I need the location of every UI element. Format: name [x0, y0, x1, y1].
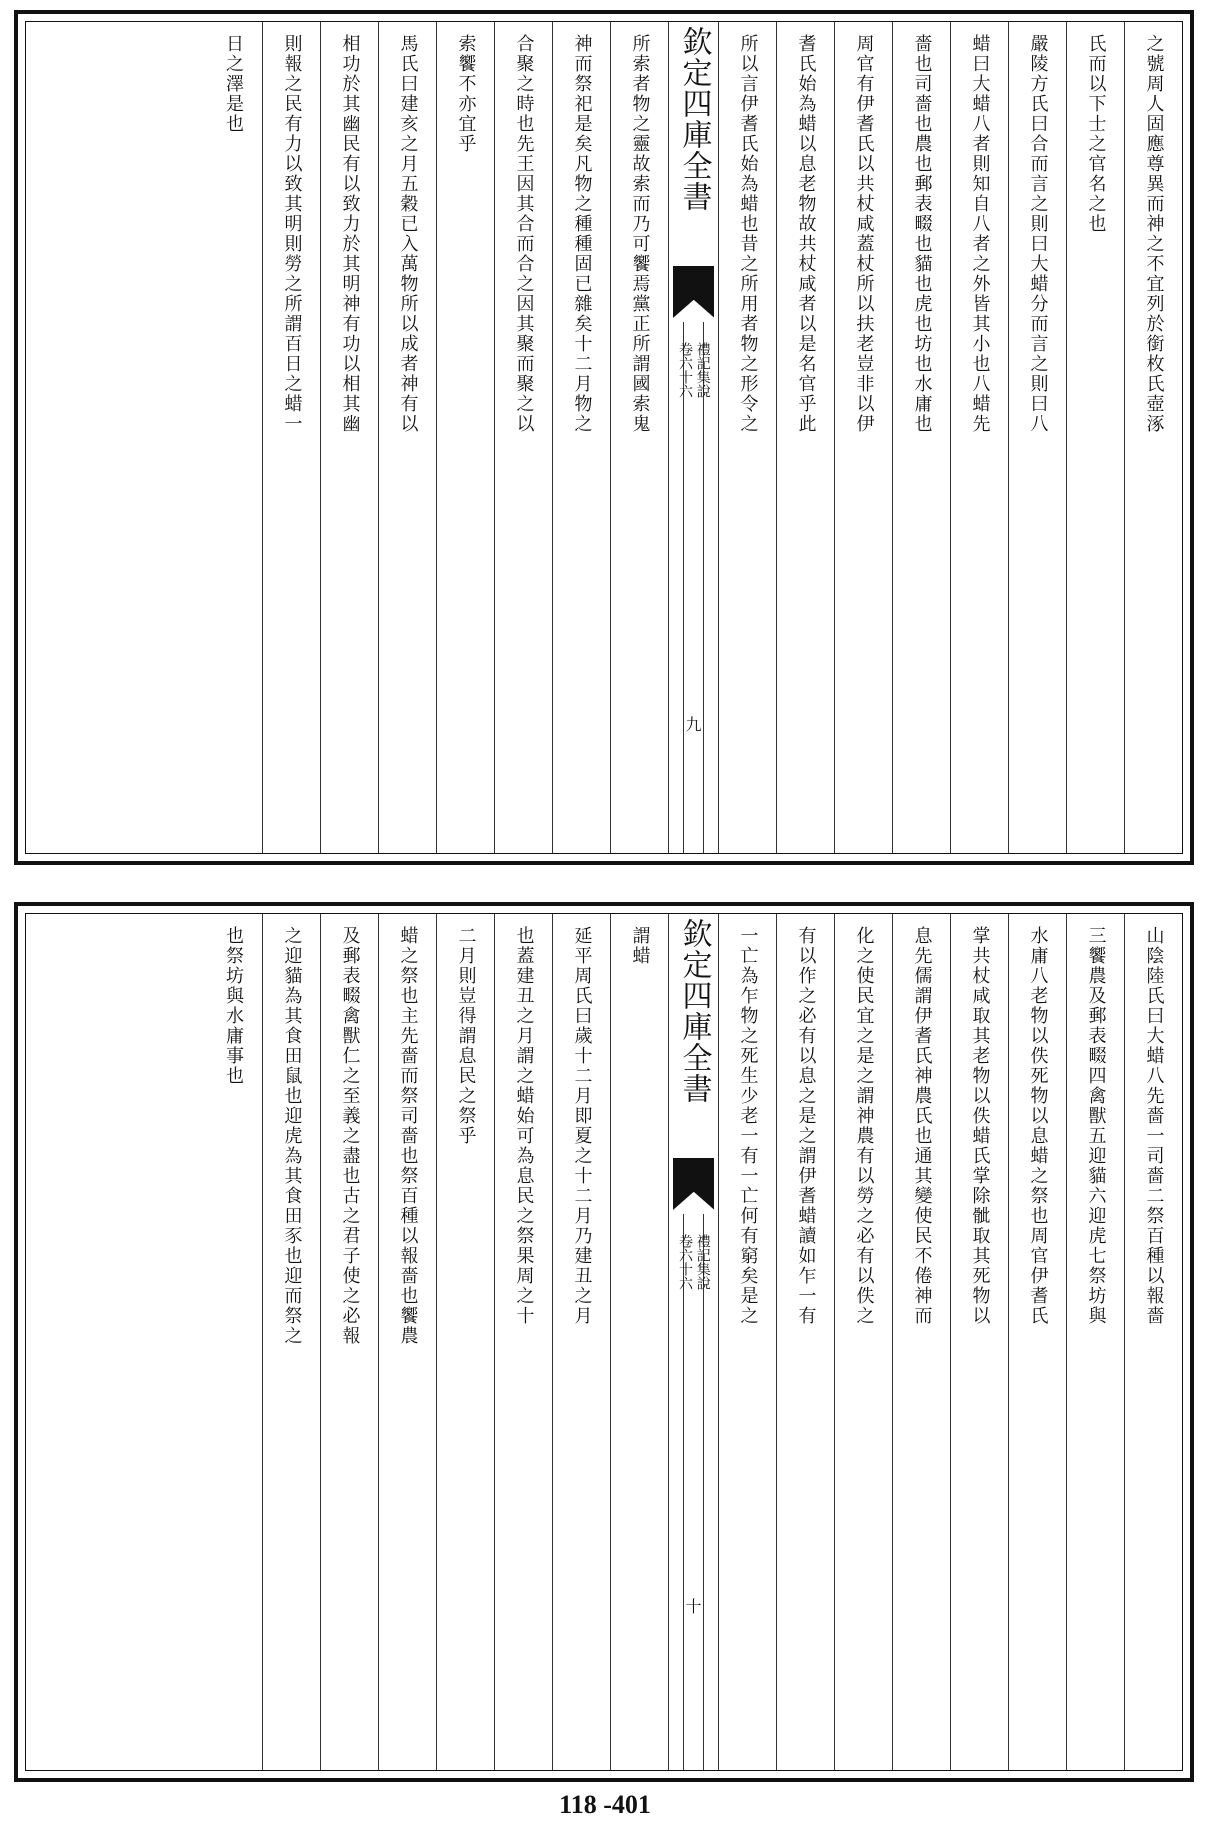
collection-title: 卷六十六 禮記集說: [677, 342, 711, 398]
bottom-page: [14, 902, 1194, 1782]
text-column: 索饗不亦宜乎: [436, 22, 494, 853]
center-spine: [668, 914, 718, 1770]
book-title: 欽定四庫全書: [676, 26, 712, 212]
collection-title: 卷六十六 禮記集說: [677, 1234, 711, 1290]
text-column: 所以言伊耆氏始為蜡也昔之所用者物之形令之: [718, 22, 776, 853]
text-column: 及郵表畷禽獸仁之至義之盡也古之君子使之必報: [320, 914, 378, 1770]
text-column: 嚴陵方氏曰合而言之則曰大蜡分而言之則曰八: [1008, 22, 1066, 853]
folio-number: 十: [685, 1597, 702, 1616]
text-column: 有以作之必有以息之是之謂伊耆蜡讀如乍一有: [776, 914, 834, 1770]
text-column: 相功於其幽民有以致力於其明神有功以相其幽: [320, 22, 378, 853]
text-column: 所索者物之靈故索而乃可饗焉黨正所謂國索鬼: [610, 22, 668, 853]
page-number: 118 -401: [559, 1790, 651, 1819]
fish-tail-mark: [673, 266, 714, 300]
text-column: 化之使民宜之是之謂神農有以勞之必有以佚之: [834, 914, 892, 1770]
text-column: 神而祭祀是矣凡物之種種固已雜矣十二月物之: [552, 22, 610, 853]
text-column: 蜡曰大蜡八者則知自八者之外皆其小也八蜡先: [950, 22, 1008, 853]
text-column: 耆氏始為蜡以息老物故共杖咸者以是名官乎此: [776, 22, 834, 853]
bottom-page-frame: [25, 913, 1183, 1771]
text-column: 則報之民有力以致其明則勞之所謂百日之蜡一: [262, 22, 320, 853]
text-column: 之迎貓為其食田鼠也迎虎為其食田豕也迎而祭之: [262, 914, 320, 1770]
book-title: 欽定四庫全書: [676, 918, 712, 1104]
text-column: 二月則豈得謂息民之祭乎: [436, 914, 494, 1770]
top-page: [14, 10, 1194, 865]
fish-tail-mark: [673, 1158, 714, 1192]
text-column: 掌共杖咸取其老物以佚蜡氏掌除骴取其死物以: [950, 914, 1008, 1770]
text-column: 馬氏曰建亥之月五穀已入萬物所以成者神有以: [378, 22, 436, 853]
text-column: 也蓋建丑之月謂之蜡始可為息民之祭果周之十: [494, 914, 552, 1770]
text-column: 延平周氏曰歲十二月即夏之十二月乃建丑之月: [552, 914, 610, 1770]
text-column: 之號周人固應尊異而神之不宜列於銜枚氏壺涿: [1124, 22, 1182, 853]
text-column: 山陰陸氏曰大蜡八先嗇一司嗇二祭百種以報嗇: [1124, 914, 1182, 1770]
text-column: 合聚之時也先王因其合而合之因其聚而聚之以: [494, 22, 552, 853]
text-column: 一亡為乍物之死生少老一有一亡何有窮矣是之: [718, 914, 776, 1770]
text-column: 也祭坊與水庸事也: [223, 926, 244, 1086]
text-column: 三饗農及郵表畷四禽獸五迎貓六迎虎七祭坊與: [1066, 914, 1124, 1770]
top-page-frame: [25, 21, 1183, 854]
text-column: 蜡之祭也主先嗇而祭司嗇也祭百種以報嗇也饗農: [378, 914, 436, 1770]
text-column: 周官有伊耆氏以共杖咸蓋杖所以扶老豈非以伊: [834, 22, 892, 853]
text-column: 息先儒謂伊耆氏神農氏也通其變使民不倦神而: [892, 914, 950, 1770]
text-column: 水庸八老物以佚死物以息蜡之祭也周官伊耆氏: [1008, 914, 1066, 1770]
text-column: 謂蜡: [610, 914, 668, 1770]
center-spine: [668, 22, 718, 853]
folio-number: 九: [685, 715, 702, 734]
text-column: 嗇也司嗇也農也郵表畷也貓也虎也坊也水庸也: [892, 22, 950, 853]
text-column: 氏而以下士之官名之也: [1066, 22, 1124, 853]
text-column: 日之澤是也: [223, 34, 244, 134]
